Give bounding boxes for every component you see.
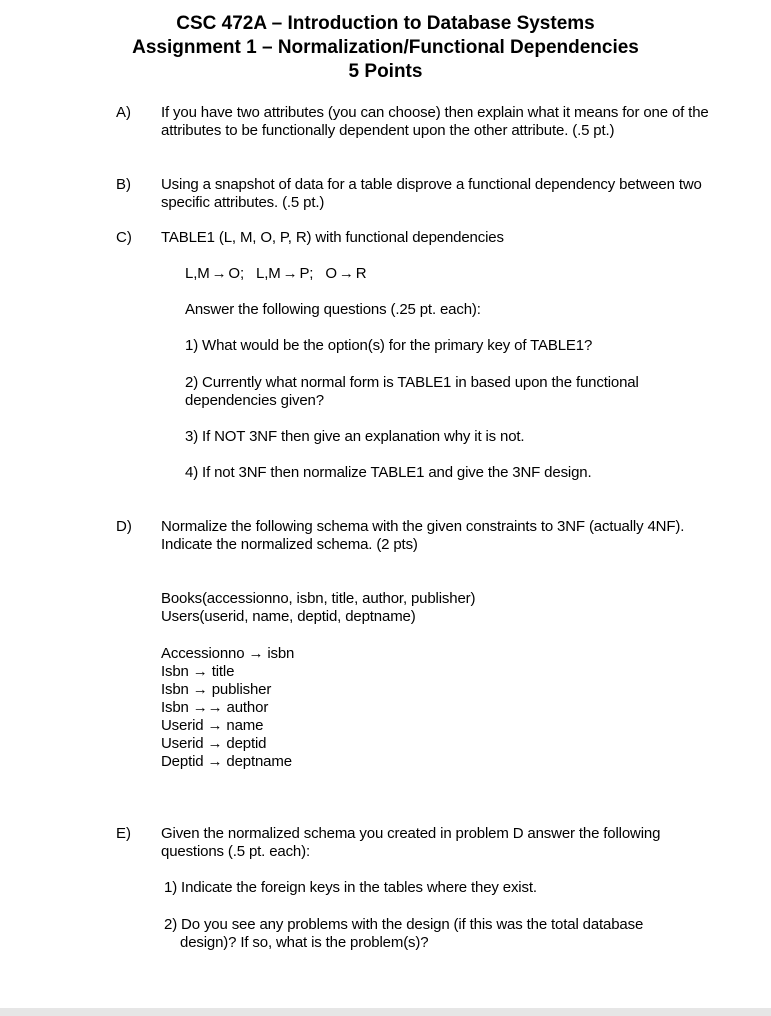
question-e-sub2: 2) Do you see any problems with the design (if this was the total database design)? If so, what is the problem(s)? bbox=[164, 916, 644, 951]
page-bottom-border bbox=[0, 1008, 771, 1016]
fd-2-rhs: P; bbox=[299, 265, 314, 282]
functional-dependencies bbox=[185, 265, 366, 283]
schema-books: Books(accessionno, isbn, title, author, publisher) bbox=[161, 590, 476, 607]
course-title: CSC 472A – Introduction to Database Systems bbox=[176, 13, 595, 34]
fd-1-rhs: O; bbox=[228, 265, 244, 282]
dependency-item bbox=[161, 753, 294, 771]
arrow-icon: → bbox=[338, 265, 354, 282]
question-e-sub1: 1) Indicate the foreign keys in the tables where they exist. bbox=[164, 879, 537, 896]
question-e-letter: E) bbox=[116, 825, 131, 842]
fd-3-lhs: O bbox=[325, 265, 337, 282]
arrow-icon: → bbox=[282, 265, 298, 282]
dep-lhs: Accessionno bbox=[161, 645, 245, 662]
dep-lhs: Isbn bbox=[161, 699, 189, 716]
arrow-icon: → bbox=[207, 735, 223, 752]
question-c-text: TABLE1 (L, M, O, P, R) with functional dependencies bbox=[161, 229, 504, 246]
dep-rhs: author bbox=[226, 699, 269, 716]
fd-3 bbox=[325, 265, 366, 282]
arrow-icon: → bbox=[207, 717, 223, 734]
question-c-letter: C) bbox=[116, 229, 132, 246]
dep-lhs: Isbn bbox=[161, 663, 189, 680]
question-e-text: Given the normalized schema you created in problem D answer the following questions (.5 pt. each): bbox=[161, 825, 661, 860]
arrow-icon: → bbox=[192, 681, 208, 698]
dep-rhs: deptid bbox=[226, 735, 267, 752]
question-c-sub2: 2) Currently what normal form is TABLE1 in based upon the functional dependencies given? bbox=[185, 374, 639, 409]
dependency-item bbox=[161, 681, 294, 699]
fd-1 bbox=[185, 265, 244, 282]
dep-rhs: deptname bbox=[226, 753, 292, 770]
question-a-text: If you have two attributes (you can choose) then explain what it means for one of the attributes to be functionally dependent upon the other attribute. (.5 pt.) bbox=[161, 104, 709, 139]
points-total: 5 Points bbox=[348, 61, 423, 82]
fd-2-lhs: L,M bbox=[256, 265, 281, 282]
question-c-sub4: 4) If not 3NF then normalize TABLE1 and give the 3NF design. bbox=[185, 464, 592, 481]
question-d-letter: D) bbox=[116, 518, 132, 535]
fd-3-rhs: R bbox=[355, 265, 367, 282]
schema-users: Users(userid, name, deptid, deptname) bbox=[161, 608, 416, 625]
assignment-title: Assignment 1 – Normalization/Functional Dependencies bbox=[132, 37, 639, 58]
question-d-text: Normalize the following schema with the given constraints to 3NF (actually 4NF). Indicate the normalized schema. (2 pts) bbox=[161, 518, 685, 553]
dep-lhs: Userid bbox=[161, 717, 204, 734]
dependency-item bbox=[161, 699, 294, 717]
dep-lhs: Deptid bbox=[161, 753, 204, 770]
title-block bbox=[0, 12, 771, 84]
dep-rhs: publisher bbox=[211, 681, 272, 698]
question-c-instructions: Answer the following questions (.25 pt. each): bbox=[185, 301, 481, 318]
dep-lhs: Isbn bbox=[161, 681, 189, 698]
dep-rhs: title bbox=[211, 663, 235, 680]
dependency-item bbox=[161, 717, 294, 735]
question-b-text: Using a snapshot of data for a table disprove a functional dependency between two specific attributes. (.5 pt.) bbox=[161, 176, 702, 211]
question-c-sub3: 3) If NOT 3NF then give an explanation why it is not. bbox=[185, 428, 525, 445]
question-b-letter: B) bbox=[116, 176, 131, 193]
question-c-sub1: 1) What would be the option(s) for the primary key of TABLE1? bbox=[185, 337, 593, 354]
arrow-icon: → bbox=[192, 663, 208, 680]
dependency-item bbox=[161, 663, 294, 681]
dependency-list bbox=[161, 645, 294, 771]
dep-lhs: Userid bbox=[161, 735, 204, 752]
double-arrow-icon: →→ bbox=[192, 699, 223, 716]
arrow-icon: → bbox=[207, 753, 223, 770]
fd-1-lhs: L,M bbox=[185, 265, 210, 282]
dep-rhs: name bbox=[226, 717, 264, 734]
dep-rhs: isbn bbox=[267, 645, 295, 662]
dependency-item bbox=[161, 645, 294, 663]
arrow-icon: → bbox=[248, 645, 264, 662]
question-a-letter: A) bbox=[116, 104, 131, 121]
arrow-icon: → bbox=[211, 265, 227, 282]
fd-2 bbox=[256, 265, 313, 282]
dependency-item bbox=[161, 735, 294, 753]
